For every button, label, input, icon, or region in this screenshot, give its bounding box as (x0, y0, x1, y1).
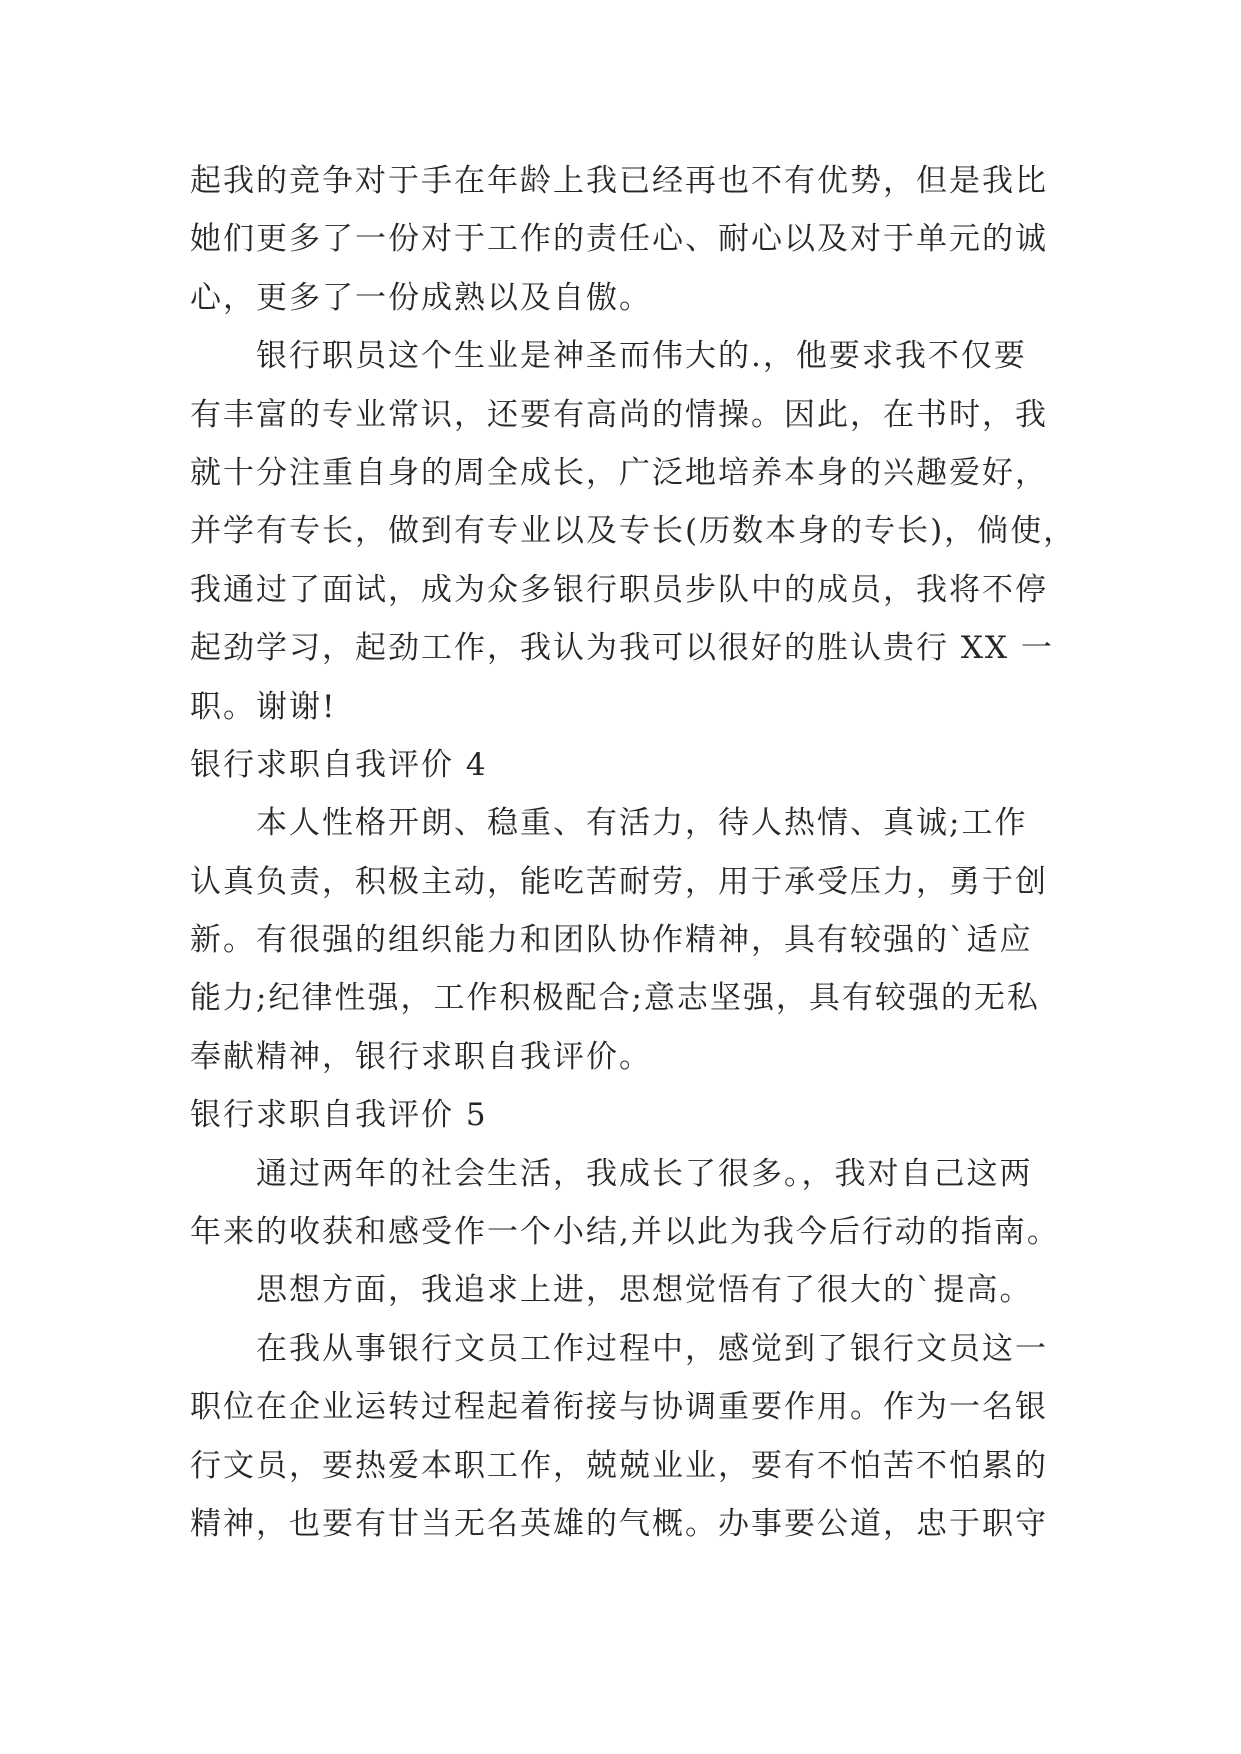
text-line: 职位在企业运转过程起着衔接与协调重要作用。作为一名银 (190, 1389, 1048, 1426)
text-line: 精神，也要有甘当无名英雄的气概。办事要公道，忠于职守 (190, 1505, 1048, 1542)
document-body (190, 152, 1077, 1553)
text-line: 银行职员这个生业是神圣而伟大的.，他要求我不仅要 (256, 338, 1027, 375)
text-line: 银行求职自我评价 5 (190, 1097, 488, 1134)
text-line: 有丰富的专业常识，还要有高尚的情操。因此，在书时，我 (190, 396, 1048, 433)
text-line: 起劲学习，起劲工作，我认为我可以很好的胜认贵行 XX 一 (190, 630, 1054, 667)
text-line: 行文员，要热爱本职工作，兢兢业业，要有不怕苦不怕累的 (190, 1447, 1048, 1484)
text-line: 年来的收获和感受作一个小结,并以此为我今后行动的指南。 (190, 1214, 1060, 1251)
text-line: 在我从事银行文员工作过程中，感觉到了银行文员这一 (256, 1330, 1048, 1367)
text-line: 心，更多了一份成熟以及自傲。 (190, 279, 652, 316)
text-line: 银行求职自我评价 4 (190, 746, 488, 783)
text-line: 认真负责，积极主动，能吃苦耐劳，用于承受压力，勇于创 (190, 863, 1048, 900)
text-line: 她们更多了一份对于工作的责任心、耐心以及对于单元的诚 (190, 221, 1048, 258)
text-line: 就十分注重自身的周全成长，广泛地培养本身的兴趣爱好， (190, 454, 1048, 491)
text-line: 并学有专长，做到有专业以及专长(历数本身的专长)，倘使， (190, 513, 1077, 550)
text-line: 能力;纪律性强，工作积极配合;意志坚强，具有较强的无私 (190, 980, 1040, 1017)
text-line: 奉献精神，银行求职自我评价。 (190, 1038, 652, 1075)
text-line: 思想方面，我追求上进，思想觉悟有了很大的`提高。 (256, 1272, 1033, 1309)
text-line: 通过两年的社会生活，我成长了很多。，我对自己这两 (256, 1155, 1033, 1192)
text-line: 职。谢谢! (190, 688, 337, 725)
text-line: 我通过了面试，成为众多银行职员步队中的成员，我将不停 (190, 571, 1048, 608)
text-line: 新。有很强的组织能力和团队协作精神，具有较强的`适应 (190, 922, 1033, 959)
text-line: 起我的竞争对于手在年龄上我已经再也不有优势，但是我比 (190, 163, 1048, 199)
text-line: 本人性格开朗、稳重、有活力，待人热情、真诚;工作 (256, 805, 1028, 842)
